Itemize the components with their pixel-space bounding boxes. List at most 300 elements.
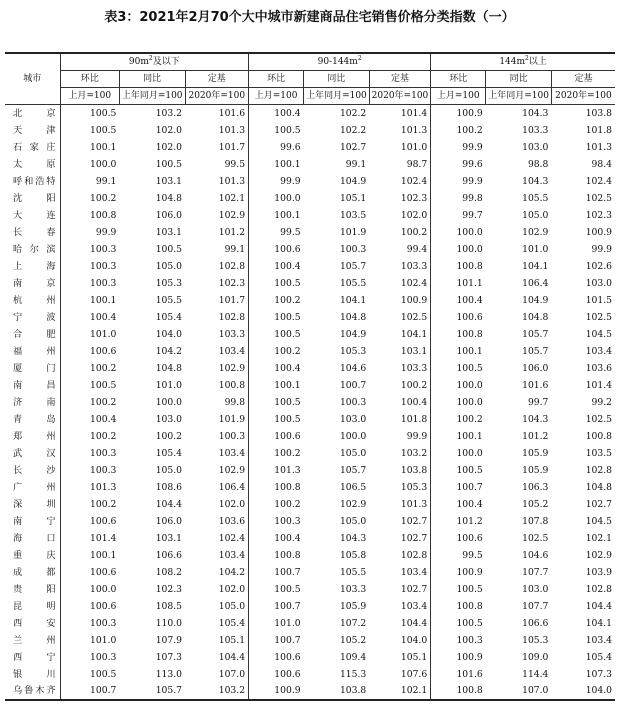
value-cell: 104.4 <box>218 651 246 663</box>
value-cell: 102.2 <box>339 124 367 136</box>
value-cell: 106.6 <box>522 617 549 629</box>
value-cell: 102.4 <box>400 175 428 187</box>
value-cell: 107.6 <box>400 668 428 680</box>
value-cell: 99.1 <box>95 175 117 187</box>
value-cell: 103.4 <box>400 566 428 578</box>
basis-header-base: 2020年=100 <box>185 88 249 105</box>
value-cell: 99.7 <box>527 396 549 408</box>
sub-header-yoy: 同比 <box>304 71 370 88</box>
value-cell: 104.8 <box>585 481 612 493</box>
value-cell: 100.6 <box>90 345 117 357</box>
value-cell: 104.1 <box>339 294 367 306</box>
value-cell: 105.0 <box>218 600 246 612</box>
value-cell: 102.8 <box>585 583 612 595</box>
value-cell: 103.9 <box>585 566 612 578</box>
group-header-medium: $90-144m^2$ <box>249 53 431 71</box>
value-cell: 104.9 <box>522 294 549 306</box>
city-cell: 长 春 <box>5 224 60 241</box>
city-cell: 沈 阳 <box>5 190 60 207</box>
table-row <box>5 615 615 632</box>
table-row <box>5 394 615 411</box>
value-cell: 100.3 <box>218 430 246 442</box>
value-cell: 100.5 <box>431 581 486 598</box>
value-cell: 100.5 <box>431 360 486 377</box>
value-cell: 100.0 <box>431 241 486 258</box>
value-cell: 101.5 <box>585 294 612 306</box>
table-row <box>5 275 615 292</box>
value-cell: 106.0 <box>155 209 183 221</box>
value-cell: 101.3 <box>585 141 612 153</box>
value-cell: 101.2 <box>218 226 246 238</box>
value-cell: 101.8 <box>585 124 612 136</box>
value-cell: 105.8 <box>339 549 367 561</box>
value-cell: 102.4 <box>400 277 428 289</box>
value-cell: 98.7 <box>406 158 428 170</box>
value-cell: 100.5 <box>90 668 117 680</box>
city-cell: 大 连 <box>5 207 60 224</box>
value-cell: 101.4 <box>585 379 612 391</box>
value-cell: 103.4 <box>218 549 246 561</box>
value-cell: 105.4 <box>218 617 246 629</box>
value-cell: 100.5 <box>90 108 117 119</box>
value-cell: 101.0 <box>155 379 183 391</box>
value-cell: 102.8 <box>400 549 428 561</box>
value-cell: 101.0 <box>90 634 117 646</box>
value-cell: 100.4 <box>90 311 117 323</box>
value-cell: 100.8 <box>249 479 304 496</box>
value-cell: 100.1 <box>249 377 304 394</box>
value-cell: 103.8 <box>339 685 367 696</box>
value-cell: 105.5 <box>522 192 549 204</box>
value-cell: 100.7 <box>249 564 304 581</box>
sub-header-mom: 环比 <box>249 71 304 88</box>
value-cell: 105.4 <box>155 447 183 459</box>
value-cell: 99.9 <box>431 139 486 156</box>
value-cell: 102.5 <box>522 532 549 544</box>
value-cell: 106.6 <box>155 549 183 561</box>
value-cell: 100.0 <box>155 396 183 408</box>
value-cell: 104.3 <box>522 413 549 425</box>
value-cell: 105.7 <box>522 328 549 340</box>
value-cell: 100.5 <box>155 243 183 255</box>
value-cell: 103.5 <box>585 447 612 459</box>
value-cell: 102.3 <box>400 192 428 204</box>
value-cell: 107.0 <box>522 685 549 696</box>
value-cell: 104.0 <box>585 685 612 696</box>
value-cell: 102.7 <box>400 532 428 544</box>
value-cell: 100.6 <box>249 241 304 258</box>
value-cell: 102.4 <box>585 175 612 187</box>
value-cell: 103.0 <box>155 413 183 425</box>
basis-header-row <box>5 88 615 105</box>
value-cell: 100.3 <box>90 464 117 476</box>
sub-header-base: 定基 <box>185 71 249 88</box>
city-cell: 厦 门 <box>5 360 60 377</box>
value-cell: 100.2 <box>249 292 304 309</box>
value-cell: 101.0 <box>522 243 549 255</box>
value-cell: 104.4 <box>155 498 183 510</box>
city-cell: 广 州 <box>5 479 60 496</box>
table-row <box>5 326 615 343</box>
value-cell: 110.0 <box>155 617 183 629</box>
city-cell: 合 肥 <box>5 326 60 343</box>
value-cell: 101.0 <box>400 141 428 153</box>
value-cell: 100.0 <box>431 445 486 462</box>
value-cell: 100.1 <box>90 549 117 561</box>
value-cell: 100.0 <box>431 224 486 241</box>
value-cell: 99.5 <box>249 224 304 241</box>
value-cell: 100.5 <box>249 309 304 326</box>
basis-header-base: 2020年=100 <box>551 88 615 105</box>
value-cell: 105.2 <box>522 498 549 510</box>
value-cell: 103.2 <box>218 685 246 696</box>
value-cell: 102.5 <box>585 192 612 204</box>
value-cell: 105.4 <box>585 651 612 663</box>
value-cell: 113.0 <box>155 668 183 680</box>
city-cell: 武 汉 <box>5 445 60 462</box>
value-cell: 101.0 <box>249 615 304 632</box>
table-body <box>5 105 615 701</box>
city-cell: 太 原 <box>5 156 60 173</box>
value-cell: 102.9 <box>218 464 246 476</box>
value-cell: 106.0 <box>155 515 183 527</box>
city-cell: 南 京 <box>5 275 60 292</box>
value-cell: 100.7 <box>249 632 304 649</box>
value-cell: 99.4 <box>406 243 428 255</box>
value-cell: 100.1 <box>90 141 117 153</box>
value-cell: 101.6 <box>431 666 486 683</box>
table-row <box>5 309 615 326</box>
value-cell: 100.4 <box>249 258 304 275</box>
value-cell: 100.7 <box>431 479 486 496</box>
city-cell: 海 口 <box>5 530 60 547</box>
table-row <box>5 428 615 445</box>
value-cell: 103.3 <box>218 328 246 340</box>
value-cell: 100.3 <box>431 632 486 649</box>
value-cell: 101.9 <box>339 226 367 238</box>
sub-header-mom: 环比 <box>431 71 486 88</box>
value-cell: 105.9 <box>339 600 367 612</box>
value-cell: 102.9 <box>218 362 246 374</box>
city-cell: 西 安 <box>5 615 60 632</box>
value-cell: 100.2 <box>431 411 486 428</box>
value-cell: 102.0 <box>218 583 246 595</box>
value-cell: 103.4 <box>585 634 612 646</box>
value-cell: 100.3 <box>90 243 117 255</box>
value-cell: 102.7 <box>400 515 428 527</box>
value-cell: 100.3 <box>90 260 117 272</box>
value-cell: 106.5 <box>339 481 367 493</box>
value-cell: 105.7 <box>339 464 367 476</box>
value-cell: 100.3 <box>90 447 117 459</box>
table-row <box>5 683 615 700</box>
value-cell: 103.0 <box>339 413 367 425</box>
value-cell: 99.2 <box>591 396 612 408</box>
value-cell: 100.7 <box>249 598 304 615</box>
value-cell: 100.9 <box>400 294 428 306</box>
value-cell: 100.5 <box>431 462 486 479</box>
value-cell: 104.4 <box>400 617 428 629</box>
value-cell: 105.0 <box>339 447 367 459</box>
value-cell: 103.1 <box>155 175 183 187</box>
value-cell: 101.9 <box>218 413 246 425</box>
basis-header-yoy: 上年同月=100 <box>119 88 185 105</box>
value-cell: 100.5 <box>249 411 304 428</box>
value-cell: 100.5 <box>249 394 304 411</box>
value-cell: 102.3 <box>218 277 246 289</box>
value-cell: 107.3 <box>155 651 183 663</box>
value-cell: 100.8 <box>431 598 486 615</box>
value-cell: 100.2 <box>90 362 117 374</box>
table-row <box>5 649 615 666</box>
value-cell: 101.7 <box>218 141 246 153</box>
value-cell: 104.0 <box>400 634 428 646</box>
value-cell: 109.4 <box>339 651 367 663</box>
table-row <box>5 530 615 547</box>
city-cell: 北 京 <box>5 105 60 123</box>
value-cell: 103.1 <box>155 226 183 238</box>
value-cell: 103.8 <box>400 464 428 476</box>
value-cell: 100.6 <box>90 515 117 527</box>
value-cell: 101.3 <box>218 175 246 187</box>
value-cell: 108.2 <box>155 566 183 578</box>
value-cell: 99.1 <box>345 158 367 170</box>
city-cell: 福 州 <box>5 343 60 360</box>
table-row <box>5 122 615 139</box>
value-cell: 100.9 <box>585 226 612 238</box>
value-cell: 100.2 <box>400 379 428 391</box>
value-cell: 101.3 <box>249 462 304 479</box>
value-cell: 107.8 <box>522 515 549 527</box>
value-cell: 103.8 <box>585 108 612 119</box>
sub-header-yoy: 同比 <box>119 71 185 88</box>
value-cell: 100.0 <box>90 583 117 595</box>
value-cell: 100.6 <box>249 428 304 445</box>
value-cell: 105.0 <box>155 260 183 272</box>
value-cell: 105.3 <box>522 634 549 646</box>
value-cell: 100.7 <box>339 379 367 391</box>
value-cell: 100.4 <box>400 396 428 408</box>
value-cell: 102.8 <box>218 311 246 323</box>
value-cell: 99.5 <box>431 547 486 564</box>
value-cell: 104.0 <box>155 328 183 340</box>
value-cell: 103.6 <box>218 515 246 527</box>
value-cell: 98.8 <box>527 158 549 170</box>
value-cell: 100.8 <box>585 430 612 442</box>
value-cell: 104.8 <box>155 362 183 374</box>
value-cell: 99.7 <box>431 207 486 224</box>
value-cell: 105.7 <box>522 345 549 357</box>
value-cell: 107.3 <box>585 668 612 680</box>
value-cell: 100.8 <box>431 326 486 343</box>
value-cell: 102.0 <box>155 124 183 136</box>
value-cell: 100.5 <box>431 615 486 632</box>
value-cell: 102.1 <box>400 685 428 696</box>
city-cell: 济 南 <box>5 394 60 411</box>
value-cell: 101.6 <box>218 108 246 119</box>
city-cell: 上 海 <box>5 258 60 275</box>
table-row <box>5 343 615 360</box>
value-cell: 105.5 <box>339 277 367 289</box>
value-cell: 104.3 <box>522 175 549 187</box>
value-cell: 100.9 <box>249 683 304 700</box>
value-cell: 100.3 <box>90 277 117 289</box>
group-header-small: $90m^2$及以下 <box>60 53 248 71</box>
table-row <box>5 207 615 224</box>
value-cell: 105.7 <box>155 685 183 696</box>
city-cell: 宁 波 <box>5 309 60 326</box>
value-cell: 102.9 <box>522 226 549 238</box>
value-cell: 101.3 <box>218 124 246 136</box>
table-row <box>5 360 615 377</box>
value-cell: 102.0 <box>218 498 246 510</box>
value-cell: 100.6 <box>431 530 486 547</box>
value-cell: 103.6 <box>585 362 612 374</box>
table-row <box>5 666 615 683</box>
value-cell: 103.3 <box>522 124 549 136</box>
value-cell: 102.8 <box>585 464 612 476</box>
value-cell: 103.1 <box>400 345 428 357</box>
value-cell: 103.0 <box>585 277 612 289</box>
value-cell: 100.6 <box>249 649 304 666</box>
value-cell: 102.9 <box>585 549 612 561</box>
basis-header-mom: 上月=100 <box>249 88 304 105</box>
table-row <box>5 258 615 275</box>
value-cell: 104.3 <box>522 108 549 119</box>
value-cell: 104.6 <box>522 549 549 561</box>
value-cell: 100.1 <box>90 294 117 306</box>
value-cell: 100.4 <box>431 292 486 309</box>
city-cell: 呼和浩特 <box>5 173 60 190</box>
value-cell: 99.8 <box>431 190 486 207</box>
value-cell: 101.3 <box>400 498 428 510</box>
value-cell: 101.4 <box>90 532 117 544</box>
value-cell: 100.6 <box>249 666 304 683</box>
value-cell: 100.0 <box>249 190 304 207</box>
value-cell: 105.3 <box>400 481 428 493</box>
value-cell: 100.5 <box>155 158 183 170</box>
city-cell: 昆 明 <box>5 598 60 615</box>
value-cell: 101.3 <box>400 124 428 136</box>
city-cell: 西 宁 <box>5 649 60 666</box>
table-row <box>5 139 615 156</box>
value-cell: 106.3 <box>522 481 549 493</box>
table-row <box>5 190 615 207</box>
value-cell: 101.1 <box>431 275 486 292</box>
value-cell: 104.5 <box>585 328 612 340</box>
value-cell: 100.4 <box>249 360 304 377</box>
sub-header-base: 定基 <box>369 71 430 88</box>
value-cell: 105.5 <box>339 566 367 578</box>
value-cell: 100.8 <box>431 258 486 275</box>
value-cell: 100.2 <box>90 396 117 408</box>
value-cell: 100.8 <box>218 379 246 391</box>
value-cell: 100.9 <box>431 649 486 666</box>
value-cell: 100.3 <box>90 651 117 663</box>
sub-header-row <box>5 71 615 88</box>
value-cell: 99.9 <box>249 173 304 190</box>
value-cell: 100.4 <box>431 496 486 513</box>
value-cell: 114.4 <box>522 668 549 680</box>
value-cell: 102.6 <box>585 260 612 272</box>
value-cell: 100.4 <box>90 413 117 425</box>
table-row <box>5 377 615 394</box>
value-cell: 105.9 <box>522 447 549 459</box>
city-cell: 兰 州 <box>5 632 60 649</box>
city-cell: 长 沙 <box>5 462 60 479</box>
value-cell: 100.6 <box>90 566 117 578</box>
value-cell: 102.1 <box>218 192 246 204</box>
basis-header-yoy: 上年同月=100 <box>486 88 552 105</box>
value-cell: 100.4 <box>249 530 304 547</box>
table-header <box>5 53 615 105</box>
value-cell: 109.0 <box>522 651 549 663</box>
value-cell: 100.2 <box>431 122 486 139</box>
city-cell: 郑 州 <box>5 428 60 445</box>
value-cell: 103.4 <box>218 345 246 357</box>
value-cell: 103.2 <box>400 447 428 459</box>
value-cell: 100.2 <box>155 430 183 442</box>
table-row <box>5 547 615 564</box>
value-cell: 105.9 <box>522 464 549 476</box>
value-cell: 100.2 <box>400 226 428 238</box>
value-cell: 106.4 <box>522 277 549 289</box>
table-row <box>5 445 615 462</box>
value-cell: 103.4 <box>218 447 246 459</box>
value-cell: 104.9 <box>339 328 367 340</box>
value-cell: 107.7 <box>522 566 549 578</box>
table-row <box>5 581 615 598</box>
value-cell: 101.2 <box>431 513 486 530</box>
value-cell: 107.9 <box>155 634 183 646</box>
value-cell: 105.5 <box>155 294 183 306</box>
value-cell: 101.0 <box>90 328 117 340</box>
value-cell: 102.7 <box>339 141 367 153</box>
city-cell: 南 昌 <box>5 377 60 394</box>
value-cell: 100.5 <box>90 124 117 136</box>
table-title: 表3：2021年2月70个大中城市新建商品住宅销售价格分类指数（一） <box>104 10 515 25</box>
basis-header-base: 2020年=100 <box>369 88 430 105</box>
value-cell: 103.3 <box>400 260 428 272</box>
value-cell: 105.4 <box>155 311 183 323</box>
value-cell: 99.5 <box>224 158 246 170</box>
group-header-large: $144m^2$以上 <box>431 53 615 71</box>
table-row <box>5 173 615 190</box>
value-cell: 100.5 <box>249 326 304 343</box>
table-row <box>5 479 615 496</box>
value-cell: 100.0 <box>339 430 367 442</box>
value-cell: 102.8 <box>218 260 246 272</box>
city-cell: 乌鲁木齐 <box>5 683 60 700</box>
value-cell: 100.2 <box>249 343 304 360</box>
city-cell: 天 津 <box>5 122 60 139</box>
value-cell: 103.3 <box>400 362 428 374</box>
value-cell: 99.6 <box>431 156 486 173</box>
sub-header-mom: 环比 <box>60 71 119 88</box>
value-cell: 103.0 <box>522 141 549 153</box>
table-row <box>5 632 615 649</box>
value-cell: 106.0 <box>522 362 549 374</box>
value-cell: 104.4 <box>585 600 612 612</box>
value-cell: 100.0 <box>431 377 486 394</box>
value-cell: 102.9 <box>339 498 367 510</box>
value-cell: 99.9 <box>591 243 612 255</box>
value-cell: 103.3 <box>339 583 367 595</box>
table-row <box>5 564 615 581</box>
table-row <box>5 496 615 513</box>
value-cell: 104.8 <box>522 311 549 323</box>
value-cell: 101.3 <box>90 481 117 493</box>
